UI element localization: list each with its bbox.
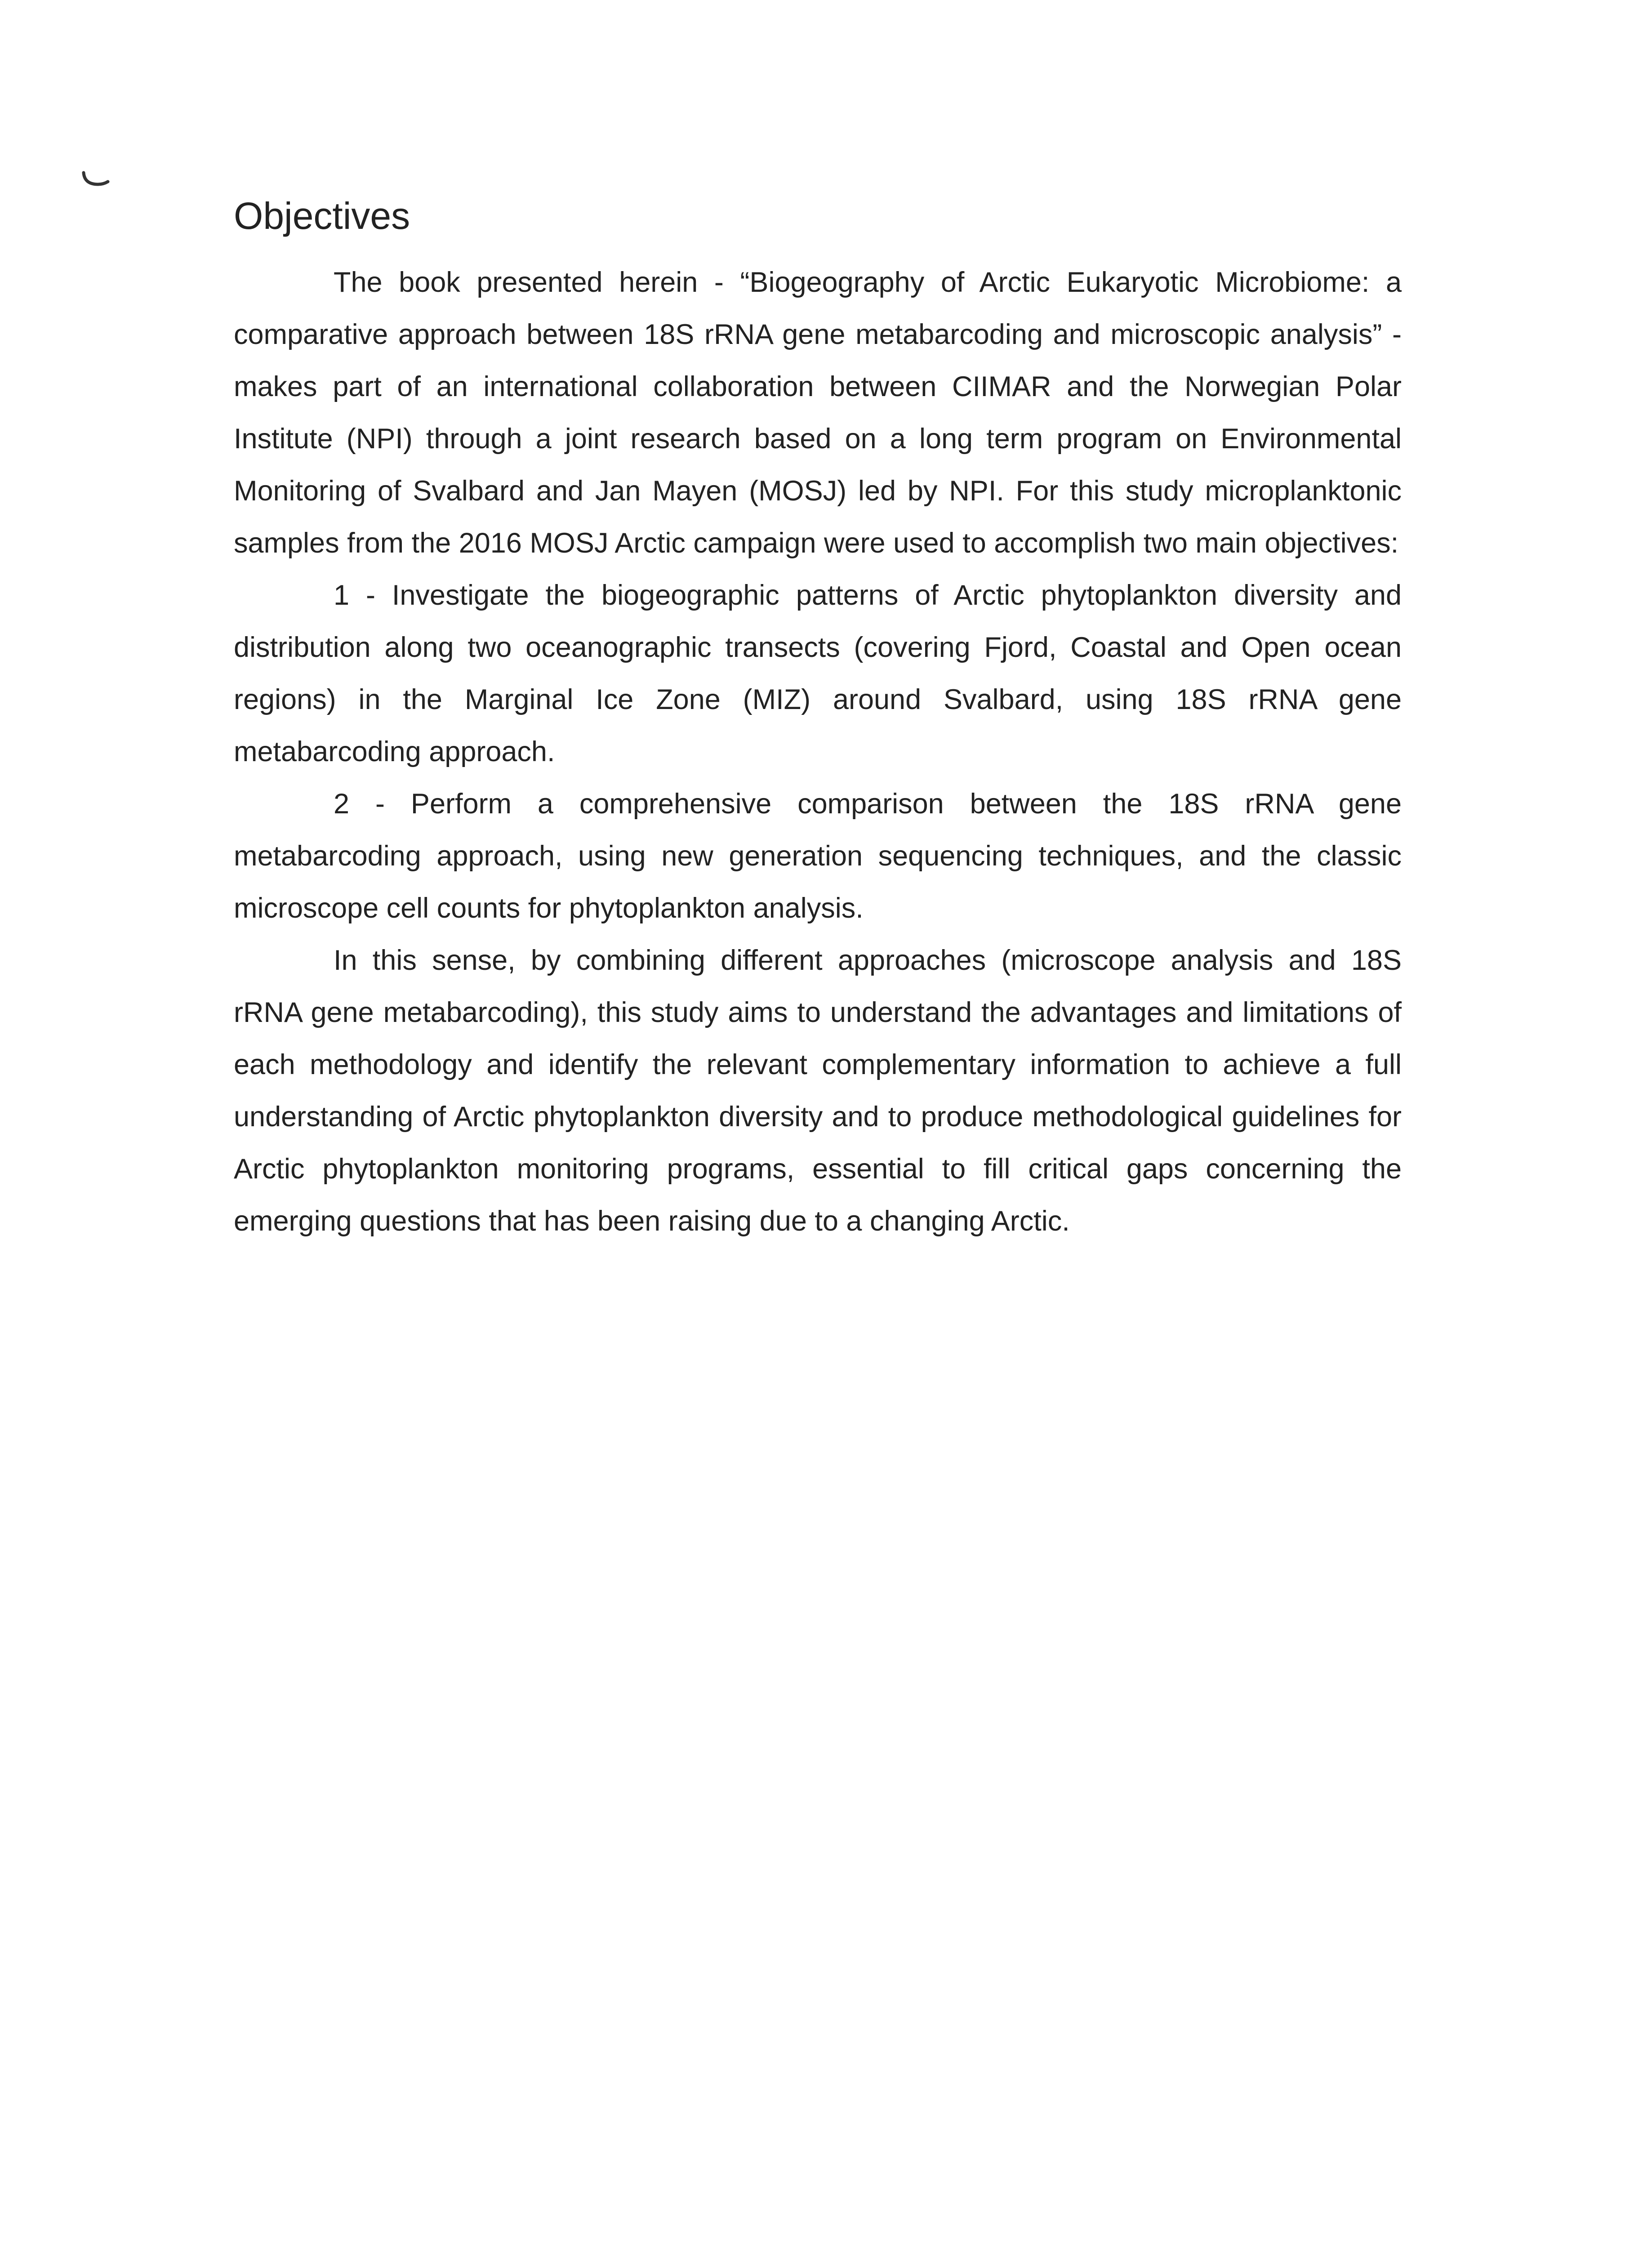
body-text: [234, 256, 1402, 1247]
paragraph: 2 - Perform a comprehensive comparison between the 18S rRNA gene metabarcoding approach, using new generation sequencing techniques, and the classic microscope cell counts for phytoplankton analysis.: [234, 788, 1402, 924]
corner-mark-graphic: [80, 171, 111, 188]
paragraph: The book presented herein - “Biogeography of Arctic Eukaryotic Microbiome: a comparative approach between 18S rRNA gene metabarcoding and microscopic analysis” - makes part of an international collaboration between CIIMAR and the Norwegian Polar Institute (NPI) through a joint research based on a long term program on Environmental Monitoring of Svalbard and Jan Mayen (MOSJ) led by NPI. For this study microplanktonic samples from the 2016 MOSJ Arctic campaign were used to accomplish two main objectives:: [234, 267, 1402, 559]
section-heading: Objectives: [234, 195, 410, 237]
paragraph: In this sense, by combining different approaches (microscope analysis and 18S rRNA gene metabarcoding), this study aims to understand the advantages and limitations of each methodology and identify the relevant complementary information to achieve a full understanding of Arctic phytoplankton diversity and to produce methodological guidelines for Arctic phytoplankton monitoring programs, essential to fill critical gaps concerning the emerging questions that has been raising due to a changing Arctic.: [234, 945, 1402, 1237]
paragraph: 1 - Investigate the biogeographic patterns of Arctic phytoplankton diversity and distribution along two oceanographic transects (covering Fjord, Coastal and Open ocean regions) in the Marginal Ice Zone (MIZ) around Svalbard, using 18S rRNA gene metabarcoding approach.: [234, 580, 1402, 767]
